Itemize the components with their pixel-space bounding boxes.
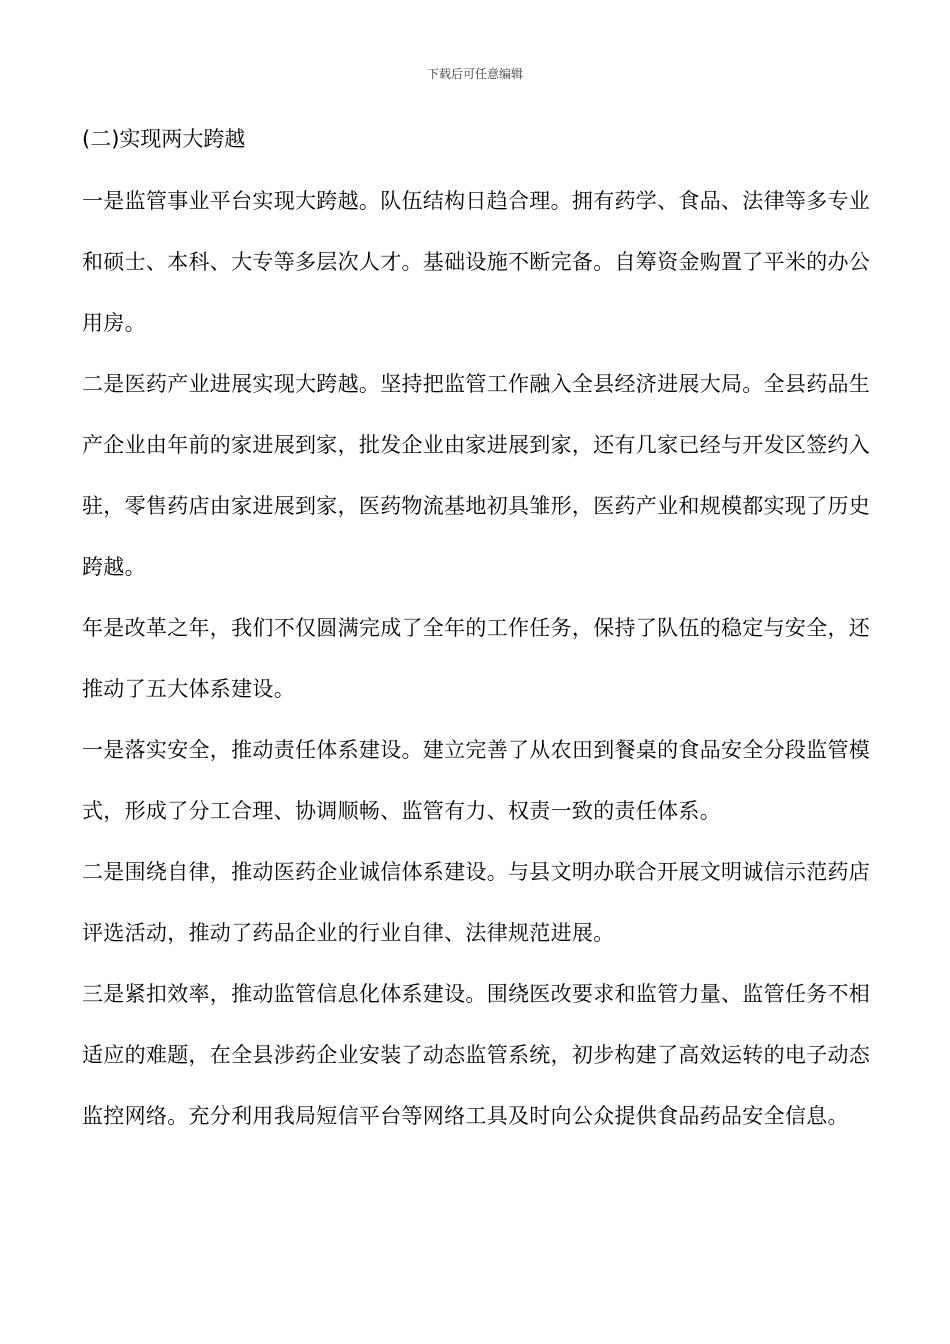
- paragraph-informatization: 三是紧扣效率，推动监管信息化体系建设。围绕医改要求和监管力量、监管任务不相适应的难题，在全县涉药企业安装了动态监管系统，初步构建了高效运转的电子动态监控网络。充分利用我局短信平台等网络工具及时向公众提供食品药品安全信息。: [82, 982, 871, 1128]
- paragraph-industry: 二是医药产业进展实现大跨越。坚持把监管工作融入全县经济进展大局。全县药品生产企业由年前的家进展到家，批发企业由家进展到家，还有几家已经与开发区签约入驻，零售药店由家进展到家，医药物流基地初具雏形，医药产业和规模都实现了历史跨越。: [82, 372, 871, 579]
- paragraph-responsibility: 一是落实安全，推动责任体系建设。建立完善了从农田到餐桌的食品安全分段监管模式，形成了分工合理、协调顺畅、监管有力、权责一致的责任体系。: [82, 738, 871, 823]
- paragraph-platform: 一是监管事业平台实现大跨越。队伍结构日趋合理。拥有药学、食品、法律等多专业和硕士、本科、大专等多层次人才。基础设施不断完备。自筹资金购置了平米的办公用房。: [82, 189, 871, 335]
- paragraph-integrity: 二是围绕自律，推动医药企业诚信体系建设。与县文明办联合开展文明诚信示范药店评选活动，推动了药品企业的行业自律、法律规范进展。: [82, 860, 871, 945]
- page-header: 下载后可任意编辑: [426, 67, 523, 81]
- section-title: (二)实现两大跨越: [82, 127, 246, 151]
- paragraph-reform-year: 年是改革之年，我们不仅圆满完成了全年的工作任务，保持了队伍的稳定与安全，还推动了五大体系建设。: [82, 616, 871, 701]
- document-body: [82, 121, 882, 1147]
